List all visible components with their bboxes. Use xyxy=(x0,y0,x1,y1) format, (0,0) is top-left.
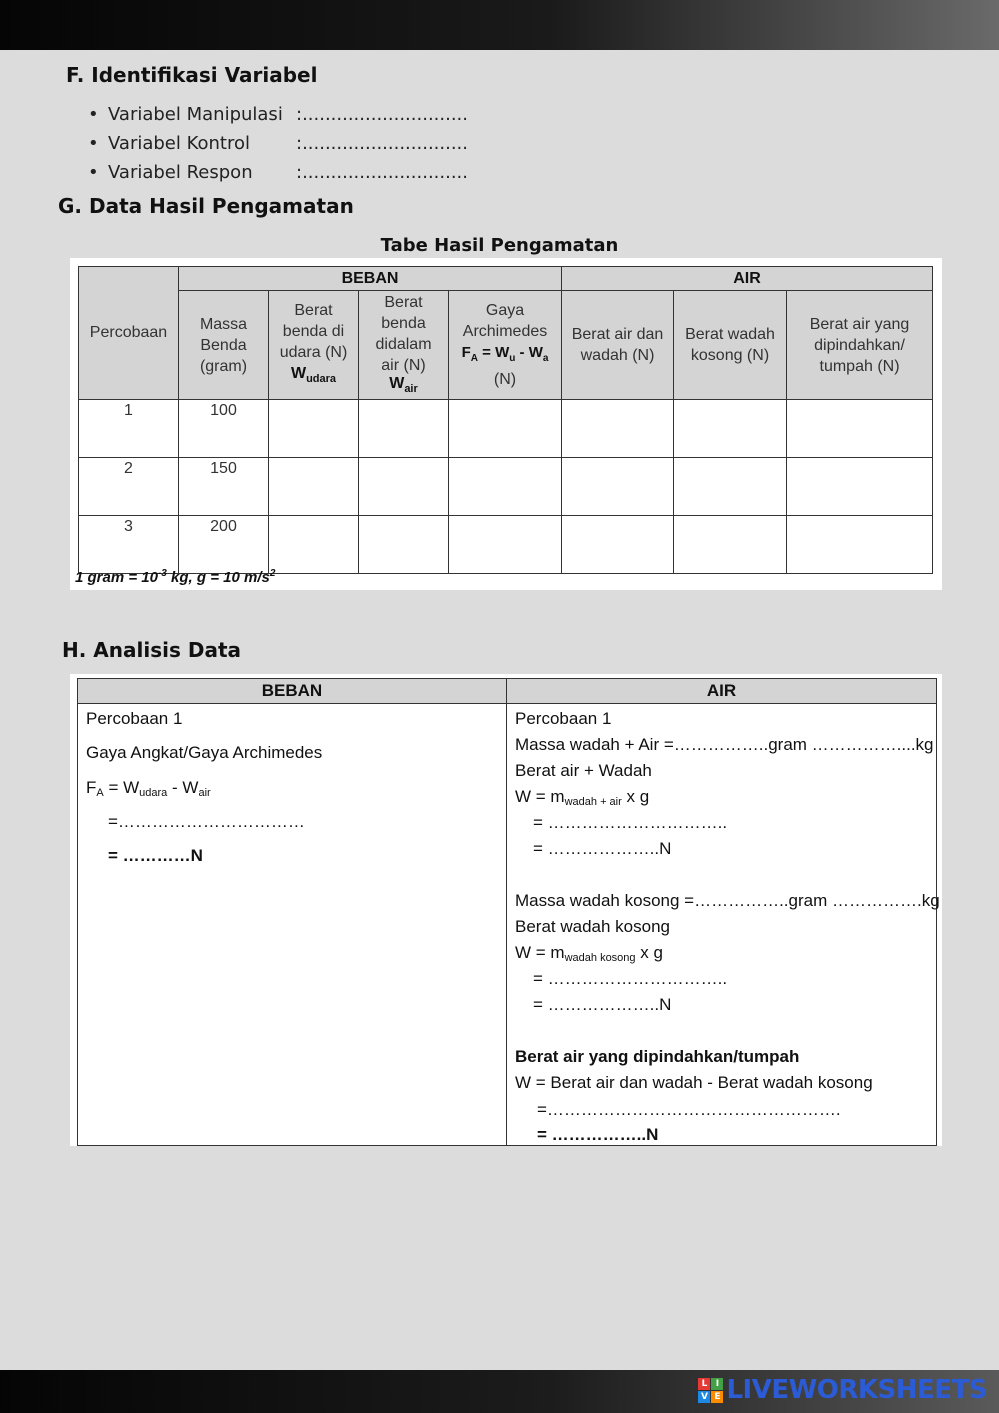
air-massa-wadah-air[interactable]: Massa wadah + Air =……………..gram ……………....kg xyxy=(515,735,934,754)
air-answer-blank-2[interactable]: = ………………………….. xyxy=(533,969,728,988)
header-massa-benda: Massa Benda (gram) xyxy=(179,291,269,400)
section-f-title: F. Identifikasi Variabel xyxy=(66,63,318,87)
cell-input[interactable] xyxy=(359,400,449,458)
unit-note: 1 gram = $10^{-3}$ kg, g = 10 $m/s^2$ xyxy=(75,568,276,586)
observation-table xyxy=(78,266,933,574)
air-answer-blank-1[interactable]: = ………………………….. xyxy=(533,813,728,832)
cell-input[interactable] xyxy=(449,400,562,458)
cell-input[interactable] xyxy=(674,516,787,574)
cell-input[interactable] xyxy=(674,458,787,516)
header-beban: BEBAN xyxy=(179,267,562,291)
variable-list xyxy=(88,100,468,187)
header-berat-air: Berat benda didalam air (N) $W_{air}$ xyxy=(359,291,449,400)
air-percobaan: Percobaan 1 xyxy=(515,709,612,728)
cell-massa: 200 xyxy=(179,516,269,574)
analysis-air-column xyxy=(506,678,940,1146)
liveworksheets-logo xyxy=(698,1373,987,1407)
top-banner xyxy=(0,0,999,50)
analysis-beban-column xyxy=(77,678,507,1146)
beban-formula: $F_A = W_{udara} - W_{air}$ xyxy=(86,778,211,799)
header-berat-wadah-kosong: Berat wadah kosong (N) xyxy=(674,291,787,400)
header-air: AIR xyxy=(562,267,933,291)
beban-gaya-label: Gaya Angkat/Gaya Archimedes xyxy=(86,743,323,762)
cell-input[interactable] xyxy=(562,516,674,574)
cell-input[interactable] xyxy=(269,400,359,458)
header-percobaan: Percobaan xyxy=(79,267,179,400)
header-berat-air-wadah: Berat air dan wadah (N) xyxy=(562,291,674,400)
cell-input[interactable] xyxy=(269,516,359,574)
table-row xyxy=(79,458,933,516)
analysis-panel xyxy=(70,674,942,1146)
cell-input[interactable] xyxy=(787,516,933,574)
variable-label: Variabel Manipulasi xyxy=(108,104,283,125)
header-berat-udara: Berat benda di udara (N) $W_{udara}$ xyxy=(269,291,359,400)
cell-input[interactable] xyxy=(787,400,933,458)
cell-input[interactable] xyxy=(562,458,674,516)
variable-item xyxy=(88,158,468,187)
variable-item xyxy=(88,129,468,158)
section-g-title: G. Data Hasil Pengamatan xyxy=(58,194,354,218)
beban-answer-blank[interactable]: =…………………………… xyxy=(108,812,305,831)
variable-blank[interactable]: :............................. xyxy=(296,162,468,183)
air-result-blank-1[interactable]: = ………………..N xyxy=(533,839,672,858)
cell-massa: 100 xyxy=(179,400,269,458)
variable-blank[interactable]: :............................. xyxy=(296,133,468,154)
air-formula-1: $W = m_{wadah + air}$ x g xyxy=(515,787,650,808)
air-answer-blank-3[interactable]: =……………………………………………. xyxy=(537,1100,841,1119)
cell-percobaan: 1 xyxy=(79,400,179,458)
cell-percobaan: 3 xyxy=(79,516,179,574)
table-caption: Tabe Hasil Pengamatan xyxy=(380,235,619,256)
logo-text: LIVEWORKSHEETS xyxy=(726,1375,987,1405)
variable-label: Variabel Kontrol xyxy=(108,133,251,154)
air-result-blank-2[interactable]: = ………………..N xyxy=(533,995,672,1014)
cell-input[interactable] xyxy=(562,400,674,458)
table-row xyxy=(79,516,933,574)
air-berat-kosong-label: Berat wadah kosong xyxy=(515,917,670,936)
cell-input[interactable] xyxy=(787,458,933,516)
cell-input[interactable] xyxy=(269,458,359,516)
air-berat-label: Berat air + Wadah xyxy=(515,761,652,780)
variable-blank[interactable]: :............................. xyxy=(296,104,468,125)
air-massa-kosong[interactable]: Massa wadah kosong =……………..gram …………….kg xyxy=(515,891,940,910)
cell-input[interactable] xyxy=(674,400,787,458)
cell-input[interactable] xyxy=(359,516,449,574)
table-row xyxy=(79,400,933,458)
variable-item xyxy=(88,100,468,129)
variable-label: Variabel Respon xyxy=(108,162,253,183)
cell-input[interactable] xyxy=(449,516,562,574)
analysis-air-header: AIR xyxy=(507,679,936,704)
air-result-blank-3[interactable]: = ……………..N xyxy=(537,1125,659,1144)
analysis-beban-header: BEBAN xyxy=(78,679,506,704)
header-gaya-archimedes: Gaya Archimedes $F_A = W_u - W_a$ (N) xyxy=(449,291,562,400)
cell-input[interactable] xyxy=(359,458,449,516)
cell-massa: 150 xyxy=(179,458,269,516)
air-formula-2: $W = m_{wadah kosong}$ x g xyxy=(515,943,663,964)
section-h-title: H. Analisis Data xyxy=(62,638,242,662)
beban-result-blank[interactable]: = …………N xyxy=(108,846,203,865)
header-berat-air-dipindahkan: Berat air yang dipindahkan/ tumpah (N) xyxy=(787,291,933,400)
logo-cube-icon: L I V E xyxy=(698,1378,723,1403)
cell-input[interactable] xyxy=(449,458,562,516)
cell-percobaan: 2 xyxy=(79,458,179,516)
beban-percobaan: Percobaan 1 xyxy=(86,709,183,728)
air-dipindahkan-title: Berat air yang dipindahkan/tumpah xyxy=(515,1047,800,1066)
air-formula-3: W = Berat air dan wadah - Berat wadah kosong xyxy=(515,1073,873,1092)
observation-table-panel xyxy=(70,258,942,590)
